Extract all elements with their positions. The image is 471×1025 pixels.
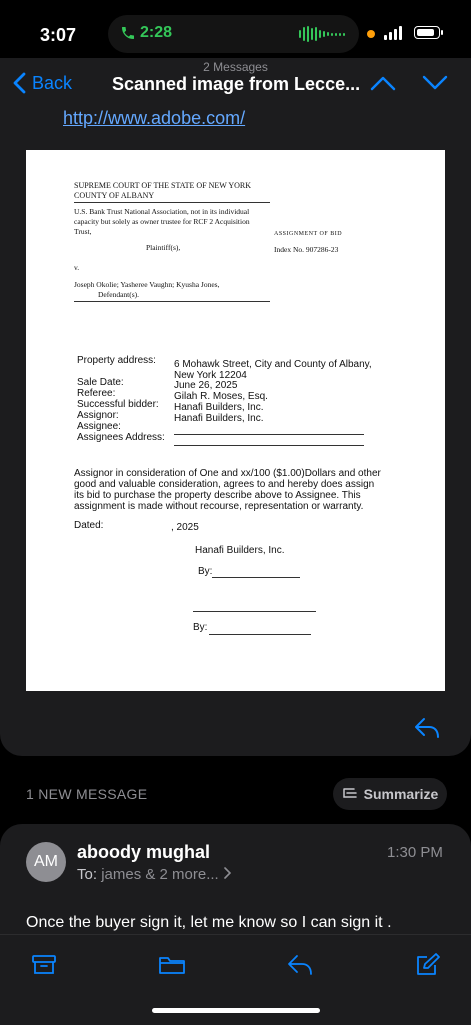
assignor: Hanafi Builders, Inc. bbox=[174, 413, 264, 424]
defendants: Joseph Okolie; Yasheree Vaughn; Kyusha Jones, bbox=[74, 280, 220, 289]
consideration-line-2: good and valuable consideration, agrees to and hereby does assign bbox=[74, 479, 375, 490]
call-time: 2:28 bbox=[140, 24, 173, 41]
previous-message-button[interactable] bbox=[370, 74, 396, 92]
battery-icon bbox=[414, 26, 440, 39]
sale-date: June 26, 2025 bbox=[174, 380, 238, 391]
recipients[interactable] bbox=[77, 866, 231, 883]
avatar: AM bbox=[26, 842, 66, 882]
thread-title: Scanned image from Lecce... bbox=[112, 74, 361, 94]
reply-icon[interactable] bbox=[413, 716, 441, 740]
archive-icon[interactable] bbox=[31, 953, 57, 977]
document-type: ASSIGNMENT OF BID bbox=[274, 231, 343, 237]
property-label: Property address: bbox=[77, 355, 156, 366]
dynamic-island[interactable] bbox=[108, 15, 359, 53]
adobe-link[interactable]: http://www.adobe.com/ bbox=[63, 108, 246, 128]
email-time: 1:30 PM bbox=[387, 844, 443, 861]
next-message-button[interactable] bbox=[422, 74, 448, 92]
to-label: To: bbox=[77, 866, 98, 883]
sale-date-label: Sale Date: bbox=[77, 377, 124, 388]
folder-icon[interactable] bbox=[158, 953, 186, 977]
defendants-label: Defendant(s). bbox=[98, 290, 140, 299]
summarize-button[interactable] bbox=[333, 778, 447, 810]
plaintiff-label: Plaintiff(s), bbox=[146, 243, 181, 252]
chevron-left-icon bbox=[12, 72, 26, 94]
plaintiff-line-3: Trust, bbox=[74, 227, 92, 236]
plaintiff-line-1: U.S. Bank Trust National Association, not in its individual bbox=[74, 207, 250, 216]
dated-label: Dated: bbox=[74, 520, 104, 531]
consideration-line-1: Assignor in consideration of One and xx/100 ($1.00)Dollars and other bbox=[74, 468, 381, 479]
back-button[interactable] bbox=[12, 72, 72, 94]
referee: Gilah R. Moses, Esq. bbox=[174, 391, 268, 402]
dated-year: , 2025 bbox=[171, 522, 199, 533]
status-time: 3:07 bbox=[40, 25, 77, 45]
message-count: 2 Messages bbox=[203, 60, 268, 74]
summarize-label: Summarize bbox=[363, 786, 439, 802]
cellular-signal-icon bbox=[384, 26, 402, 40]
bidder-label: Successful bidder: bbox=[77, 399, 159, 410]
assignees-address-label: Assignees Address: bbox=[77, 432, 165, 443]
by-label-1: By: bbox=[198, 566, 213, 577]
message-card bbox=[0, 108, 471, 756]
court-name: SUPREME COURT OF THE STATE OF NEW YORK bbox=[74, 181, 252, 190]
assignor-label: Assignor: bbox=[77, 410, 119, 421]
email-body: Once the buyer sign it, let me know so I can sign it . bbox=[26, 914, 392, 931]
back-label: Back bbox=[32, 72, 73, 93]
property-address-1: 6 Mohawk Street, City and County of Albany, bbox=[174, 359, 372, 370]
by-label-2: By: bbox=[193, 622, 208, 633]
chevron-right-icon bbox=[223, 867, 231, 879]
versus: v. bbox=[74, 263, 80, 272]
navigation-bar bbox=[0, 58, 471, 108]
signer-company: Hanafi Builders, Inc. bbox=[195, 545, 285, 556]
to-value: james & 2 more... bbox=[101, 866, 219, 883]
home-indicator[interactable] bbox=[152, 1008, 320, 1013]
bidder: Hanafi Builders, Inc. bbox=[174, 402, 264, 413]
phone-icon bbox=[120, 25, 136, 41]
scanned-document-image[interactable] bbox=[26, 150, 445, 691]
new-message-label: 1 NEW MESSAGE bbox=[26, 786, 148, 802]
plaintiff-line-2: capacity but solely as owner trustee for RCF 2 Acquisition bbox=[74, 217, 250, 226]
consideration-line-3: its bid to purchase the property describe above to Assignee. This bbox=[74, 490, 361, 501]
summary-lines-icon bbox=[342, 787, 358, 801]
audio-waveform-icon bbox=[299, 26, 345, 42]
index-number: Index No. 907286-23 bbox=[274, 245, 339, 254]
call-indicator bbox=[120, 24, 172, 42]
referee-label: Referee: bbox=[77, 388, 116, 399]
reply-toolbar-icon[interactable] bbox=[286, 953, 314, 977]
consideration-line-4: assignment is made without recourse, representation or warranty. bbox=[74, 501, 364, 512]
sender-name: aboody mughal bbox=[77, 842, 211, 862]
compose-icon[interactable] bbox=[415, 953, 441, 977]
court-county: COUNTY OF ALBANY bbox=[74, 191, 155, 200]
privacy-indicator-icon bbox=[367, 30, 375, 38]
property-address-2: New York 12204 bbox=[174, 370, 247, 381]
assignee-label: Assignee: bbox=[77, 421, 121, 432]
